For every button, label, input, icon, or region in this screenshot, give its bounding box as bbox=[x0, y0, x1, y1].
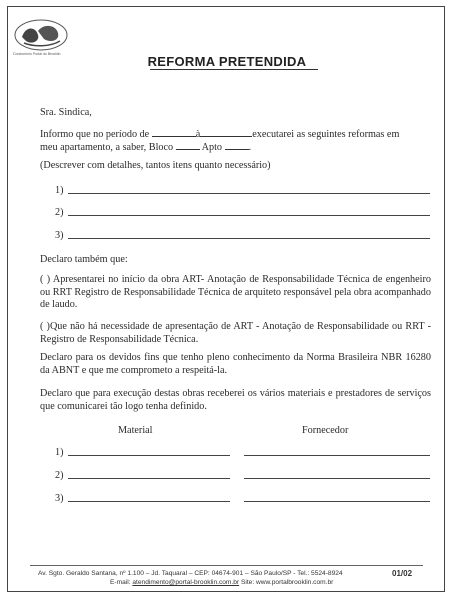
period-start-field[interactable] bbox=[152, 127, 196, 137]
nbr-statement: Declaro para os devidos fins que tenho pleno conhecimento da Norma Brasileira NBR 16280 da ABNT e que me comprometo a respeitá-la. bbox=[40, 352, 431, 376]
material-row-label-2: 2) bbox=[55, 470, 64, 481]
site-label: Site: bbox=[240, 579, 255, 586]
footer-divider bbox=[30, 565, 423, 566]
fornecedor-line-2[interactable] bbox=[244, 478, 430, 479]
intro-line-2 bbox=[40, 140, 251, 155]
bloco-field[interactable] bbox=[176, 140, 200, 150]
footer-address: Av. Sgto. Geraldo Santana, nº 1.100 – Jd. Taquaral – CEP: 04674-901 – São Paulo/SP - Tel.: 5524-8924 bbox=[38, 570, 343, 577]
fornecedor-header: Fornecedor bbox=[302, 425, 349, 436]
fornecedor-line-3[interactable] bbox=[244, 501, 430, 502]
material-line-3[interactable] bbox=[68, 501, 230, 502]
item-label-2: 2) bbox=[55, 207, 64, 218]
material-row-label-1: 1) bbox=[55, 447, 64, 458]
material-line-1[interactable] bbox=[68, 455, 230, 456]
form-title: REFORMA PRETENDIDA bbox=[147, 54, 307, 69]
email-label: E-mail: bbox=[110, 579, 131, 586]
period-end-field[interactable] bbox=[200, 127, 252, 137]
material-row-label-3: 3) bbox=[55, 493, 64, 504]
intro-a: à bbox=[195, 129, 201, 140]
intro-text-2: executarei as seguintes reformas em bbox=[252, 129, 400, 140]
material-line-2[interactable] bbox=[68, 478, 230, 479]
fornecedor-line-1[interactable] bbox=[244, 455, 430, 456]
reform-item-line-3[interactable] bbox=[68, 238, 430, 239]
intro-apto: Apto bbox=[201, 142, 223, 153]
intro-text-1: Informo que no período de bbox=[40, 129, 150, 140]
receive-statement: Declaro que para execução destas obras receberei os vários materiais e prestadores de serviços que comunicarei tão logo tenha definido. bbox=[40, 388, 431, 412]
apto-field[interactable] bbox=[225, 140, 249, 150]
intro-end: . bbox=[248, 142, 252, 153]
describe-note: (Descrever com detalhes, tantos itens quanto necessário) bbox=[40, 160, 271, 171]
footer-contact bbox=[110, 579, 333, 586]
item-label-1: 1) bbox=[55, 185, 64, 196]
reform-item-line-1[interactable] bbox=[68, 193, 430, 194]
item-label-3: 3) bbox=[55, 230, 64, 241]
salutation: Sra. Sindica, bbox=[40, 107, 92, 118]
material-header: Material bbox=[118, 425, 153, 436]
option-art-rrt[interactable]: ( ) Apresentarei no início da obra ART- Anotação de Responsabilidade Técnica de engenheiro ou RRT Registro de Responsabilidade Técnica de arquiteto responsável pela obra acompanhado de laudo. bbox=[40, 274, 431, 310]
site-link[interactable]: www.portalbrooklin.com.br bbox=[256, 579, 334, 586]
logo-caption: Condomínio Portal do Brooklin bbox=[13, 52, 61, 56]
option-no-art[interactable]: ( )Que não há necessidade de apresentação de ART - Anotação de Responsabilidade ou RRT - Registro de Responsabilidade Técnica. bbox=[40, 321, 431, 345]
reform-item-line-2[interactable] bbox=[68, 215, 430, 216]
condominium-logo bbox=[10, 17, 72, 57]
declare-also: Declaro também que: bbox=[40, 254, 128, 265]
title-underline bbox=[150, 69, 318, 70]
intro-text-3: meu apartamento, a saber, Bloco bbox=[40, 142, 174, 153]
page-number: 01/02 bbox=[392, 569, 413, 578]
email-link[interactable]: atendimento@portal-brooklin.com.br bbox=[132, 579, 240, 586]
